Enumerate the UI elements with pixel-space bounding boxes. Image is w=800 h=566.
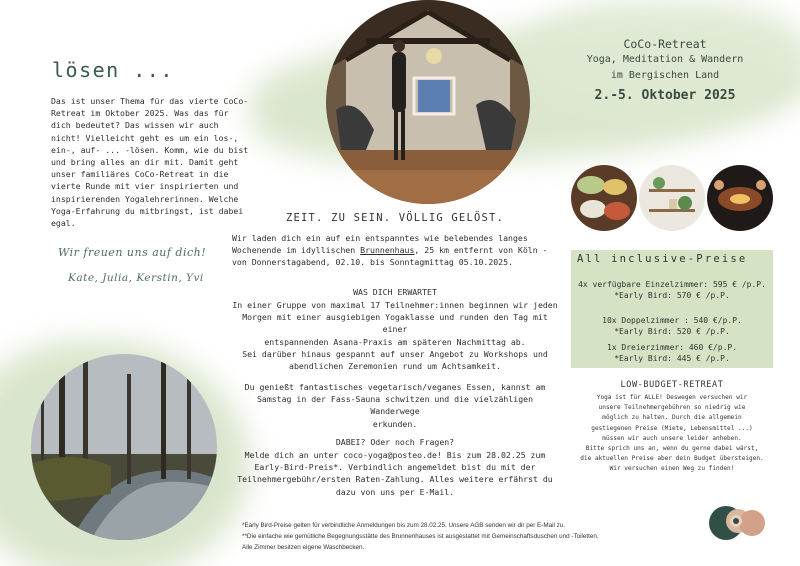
intro-line: egal. <box>51 218 76 229</box>
yoga-room-photo <box>326 0 530 204</box>
intro-line: Das ist unser Thema für das vierte CoCo- <box>51 96 249 106</box>
food-line: Du genießt fantastisches vegetarisch/veganes Essen, kannst am <box>244 382 546 392</box>
low-budget-paragraph <box>576 393 768 475</box>
intro-line: unser familiäres CoCo-Retreat in die <box>51 169 229 180</box>
section-heading-losen: lösen ... <box>52 58 174 82</box>
brunnenhaus-link[interactable]: Brunnenhaus <box>360 245 415 256</box>
retreat-name: CoCo-Retreat <box>623 37 707 51</box>
food-line: Samstag in der Fass-Sauna schwitzen und die vielzähligen Wanderwege <box>256 394 534 417</box>
expect-line: Morgen mit einer ausgiebigen Yogaklasse und runden den Tag mit einer <box>242 312 548 335</box>
handwritten-greeting: Wir freuen uns auf dich! <box>58 246 207 259</box>
expect-line: Sei darüber hinaus gespannt auf unser Angebot zu Workshops und <box>242 348 548 359</box>
footnote-line: **Die einfache wie gemütliche Begegnungsstätte des Brunnenhauses ist ausgestattet mit Gemeinschaftsduschen und -Toiletten. <box>242 533 599 540</box>
low-budget-line: müssen wir auch unsere leider anheben. <box>602 434 742 442</box>
invitation-line: Wochenende im idyllischen Brunnenhaus, 25 km entfernt von Köln - <box>232 245 548 256</box>
expect-line: In einer Gruppe von maximal 17 Teilnehmer:innen beginnen wir jeden <box>232 300 558 310</box>
contact-line: Teilnehmergebühr/ersten Raten-Zahlung. Alles weitere erfährst du <box>237 474 553 485</box>
invitation-paragraph <box>232 232 562 269</box>
price-single-room-early: *Early Bird: 570 € /p.P. <box>614 291 730 300</box>
contact-heading: DABEI? Oder noch Fragen? <box>335 437 455 447</box>
contact-paragraph <box>230 449 560 498</box>
evening-ceremony-photo <box>707 165 773 231</box>
low-budget-line: Bitte sprich uns an, wenn du gerne dabei wärst, <box>585 445 759 453</box>
food-bowls-photo <box>571 165 637 231</box>
invitation-line: von Donnerstagabend, 02.10. bis Sonntagmittag 05.10.2025. <box>232 257 513 268</box>
low-budget-line: Wir versuchen einen Weg zu finden! <box>609 465 735 473</box>
low-budget-line: möglich zu halten. Durch die allgemein <box>602 414 742 422</box>
price-double-room: 10x Doppelzimmer : 540 €/p.P. <box>602 316 742 325</box>
intro-line: inspirierenden Yogalehrerinnen. Welche <box>51 193 239 204</box>
expect-line: entspannenden Asana-Praxis am späteren Nachmittag ab. <box>264 336 526 347</box>
low-budget-line: Yoga ist für ALLE! Deswegen versuchen wir <box>596 394 748 401</box>
price-double-room-early: *Early Bird: 520 € /p.P. <box>614 327 730 336</box>
footnote-line: *Early Bird-Preise gelten für verbindliche Anmeldungen bis zum 28.02.25. Unsere AGB senden wir dir per E-Mail zu. <box>242 522 566 529</box>
intro-line: und bring alles an dir mit. Damit geht <box>51 157 239 168</box>
price-triple-room-early: *Early Bird: 445 € /p.P. <box>614 354 730 363</box>
forest-stream-photo <box>31 354 217 540</box>
price-heading: All inclusive-Preise <box>577 253 748 265</box>
intro-line: ein-, auf- ... -lösen. Komm, wie du bist <box>51 144 249 155</box>
handwritten-signatures: Kate, Julia, Kerstin, Yvi <box>68 272 204 284</box>
food-paragraph <box>230 381 560 430</box>
expect-heading: WAS DICH ERWARTET <box>353 287 437 297</box>
retreat-subtitle: Yoga, Meditation & Wandern <box>586 54 744 65</box>
intro-paragraph <box>51 95 251 229</box>
contact-line: Melde dich an unter coco-yoga@posteo.de! Bis zum 28.02.25 zum <box>244 450 546 460</box>
expect-line: abendlichen Zeremonien rund um Achtsamkeit. <box>289 361 501 372</box>
low-budget-heading: LOW-BUDGET-RETREAT <box>620 380 724 390</box>
intro-line: nicht! Vielleicht geht es um ein los-, <box>51 132 239 143</box>
shelf-plants-photo <box>639 165 705 231</box>
price-single-room: 4x verfügbare Einzelzimmer: 595 € /p.P. <box>578 280 766 289</box>
retreat-location: im Bergischen Land <box>610 70 720 81</box>
food-line: erkunden. <box>372 418 418 429</box>
tagline: ZEIT. ZU SEIN. VÖLLIG GELÖST. <box>285 212 505 224</box>
contact-line: Early-Bird-Preis*. Verbindlich angemeldet bist du mit der <box>254 462 536 473</box>
low-budget-line: die aktuellen Preise aber dein Budget übersteigen. <box>580 455 764 463</box>
price-triple-room: 1x Dreierzimmer: 460 €/p.P. <box>606 343 738 352</box>
intro-line: dich bedeutet? Das wissen wir auch <box>51 120 219 131</box>
coco-logo <box>708 503 768 543</box>
invitation-line: Wir laden dich ein auf ein entspanntes wie belebendes langes <box>232 233 528 243</box>
footnote-line: Alle Zimmer besitzen eigene Waschbecken. <box>242 544 365 551</box>
footnotes <box>242 520 682 553</box>
retreat-dates: 2.-5. Oktober 2025 <box>594 88 736 103</box>
expect-paragraph <box>230 299 560 372</box>
contact-line: dazu von uns per E-Mail. <box>335 486 455 497</box>
retreat-title-block <box>565 36 765 106</box>
intro-line: Retreat im Oktober 2025. Was das für <box>51 108 229 119</box>
intro-line: Yoga-Erfahrung du mitbringst, ist dabei <box>51 205 244 216</box>
low-budget-line: unsere Teilnehmergebühren so niedrig wie <box>598 404 746 412</box>
intro-line: vierte Runde mit vier inspirierten und <box>51 181 239 192</box>
low-budget-line: gestiegenen Preise (Miete, Lebensmittel ...) <box>591 424 753 432</box>
